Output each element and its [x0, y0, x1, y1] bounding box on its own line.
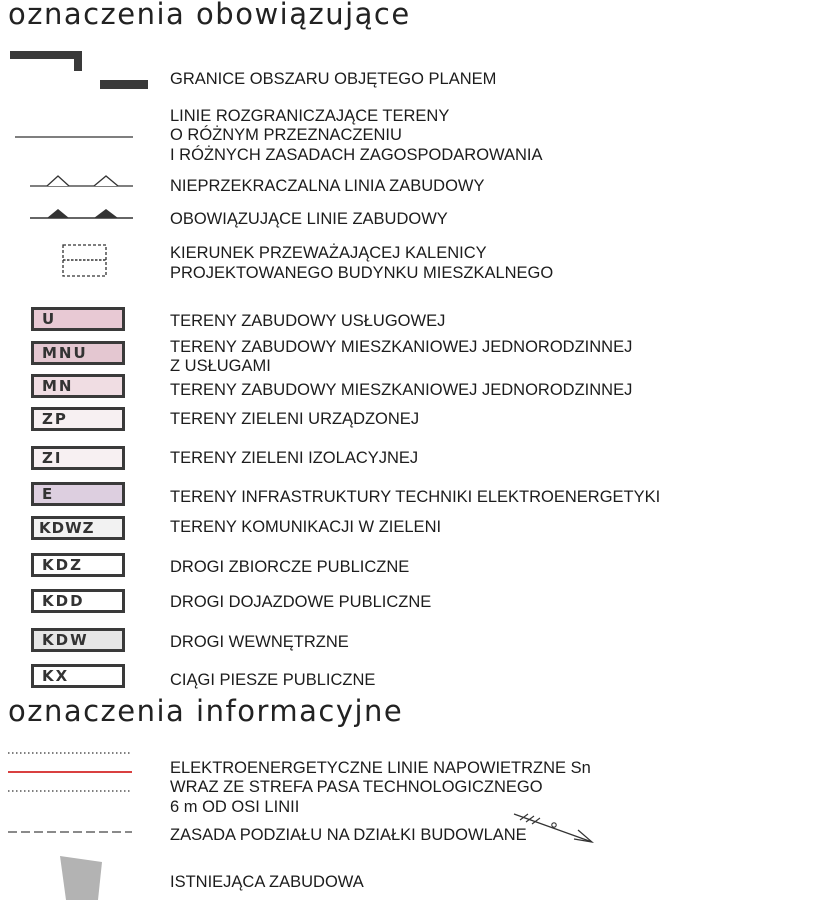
- zone-swatch-kdz: [31, 553, 125, 577]
- ridge-direction-symbol: [62, 244, 108, 278]
- legend-label-division-line-3: I RÓŻNYCH ZASADACH ZAGOSPODAROWANIA: [170, 146, 543, 164]
- zone-code: MNU: [42, 344, 88, 362]
- existing-building-symbol: [56, 852, 104, 902]
- zone-code: E: [42, 485, 55, 503]
- zone-label-zi: TERENY ZIELENI IZOLACYJNEJ: [170, 449, 419, 467]
- zone-label-zp: TERENY ZIELENI URZĄDZONEJ: [170, 410, 420, 428]
- legend-label-open-triangle-line: NIEPRZEKRACZALNA LINIA ZABUDOWY: [170, 177, 485, 195]
- legend-label-ridge-2: PROJEKTOWANEGO BUDYNKU MIESZKALNEGO: [170, 264, 554, 282]
- zone-swatch-kx: [31, 664, 125, 688]
- zone-swatch-e: [31, 482, 125, 506]
- zone-label-e: TERENY INFRASTRUKTURY TECHNIKI ELEKTROENERGETYKI: [170, 488, 661, 506]
- zone-swatch-kdw: [31, 628, 125, 652]
- plan-boundary-symbol: [10, 50, 150, 94]
- legend-label-power-line-1: ELEKTROENERGETYCZNE LINIE NAPOWIETRZNE Sn: [170, 759, 591, 777]
- legend-label-power-line-3: 6 m OD OSI LINII: [170, 798, 300, 816]
- zone-label-kdd: DROGI DOJAZDOWE PUBLICZNE: [170, 593, 432, 611]
- zone-code: MN: [42, 377, 74, 395]
- zone-label-kx: CIĄGI PIESZE PUBLICZNE: [170, 671, 376, 689]
- zone-code: KDZ: [42, 556, 83, 574]
- legend-label-power-line-2: WRAZ ZE STREFA PASA TECHNOLOGICZNEGO: [170, 778, 543, 796]
- zone-swatch-kdwz: [31, 516, 125, 540]
- zone-code: U: [42, 310, 57, 328]
- open-triangle-line-symbol: [30, 173, 135, 189]
- plot-division-symbol: [8, 830, 134, 834]
- zone-swatch-zi: [31, 446, 125, 470]
- legend-label-ridge-1: KIERUNEK PRZEWAŻAJĄCEJ KALENICY: [170, 244, 487, 262]
- legend-label-existing-building: ISTNIEJĄCA ZABUDOWA: [170, 873, 364, 891]
- division-line-symbol: [15, 136, 135, 140]
- zone-code: ZP: [42, 410, 68, 428]
- zone-label-kdw: DROGI WEWNĘTRZNE: [170, 633, 349, 651]
- zone-swatch-mn: [31, 374, 125, 398]
- zone-swatch-zp: [31, 407, 125, 431]
- zone-code: KX: [42, 667, 70, 685]
- zone-swatch-u: [31, 307, 125, 331]
- zone-code: ZI: [42, 449, 63, 467]
- legend-label-division-line-2: O RÓŻNYM PRZEZNACZENIU: [170, 126, 402, 144]
- filled-triangle-line-symbol: [30, 204, 135, 220]
- zone-label-u: TERENY ZABUDOWY USŁUGOWEJ: [170, 312, 446, 330]
- power-line-symbol: [8, 750, 134, 796]
- zone-code: KDD: [42, 592, 85, 610]
- zone-label-kdz: DROGI ZBIORCZE PUBLICZNE: [170, 558, 410, 576]
- zone-swatch-kdd: [31, 589, 125, 613]
- heading-informative: oznaczenia informacyjne: [8, 694, 404, 728]
- zone-code: KDW: [42, 631, 89, 649]
- heading-binding: oznaczenia obowiązujące: [8, 0, 411, 31]
- legend-label-filled-triangle-line: OBOWIĄZUJĄCE LINIE ZABUDOWY: [170, 210, 448, 228]
- zone-label-mnu-1: TERENY ZABUDOWY MIESZKANIOWEJ JEDNORODZINNEJ: [170, 338, 633, 356]
- double-arrow-icon: [512, 812, 596, 848]
- legend-label-division-line-1: LINIE ROZGRANICZAJĄCE TERENY: [170, 107, 450, 125]
- legend-label-boundary: GRANICE OBSZARU OBJĘTEGO PLANEM: [170, 70, 497, 88]
- zone-swatch-mnu: [31, 341, 125, 365]
- zone-code: KDWZ: [39, 519, 95, 537]
- zone-label-mn: TERENY ZABUDOWY MIESZKANIOWEJ JEDNORODZINNEJ: [170, 381, 633, 399]
- legend-label-plot-division: ZASADA PODZIAŁU NA DZIAŁKI BUDOWLANE: [170, 826, 527, 844]
- zone-label-mnu-2: Z USŁUGAMI: [170, 357, 271, 375]
- zone-label-kdwz: TERENY KOMUNIKACJI W ZIELENI: [170, 518, 442, 536]
